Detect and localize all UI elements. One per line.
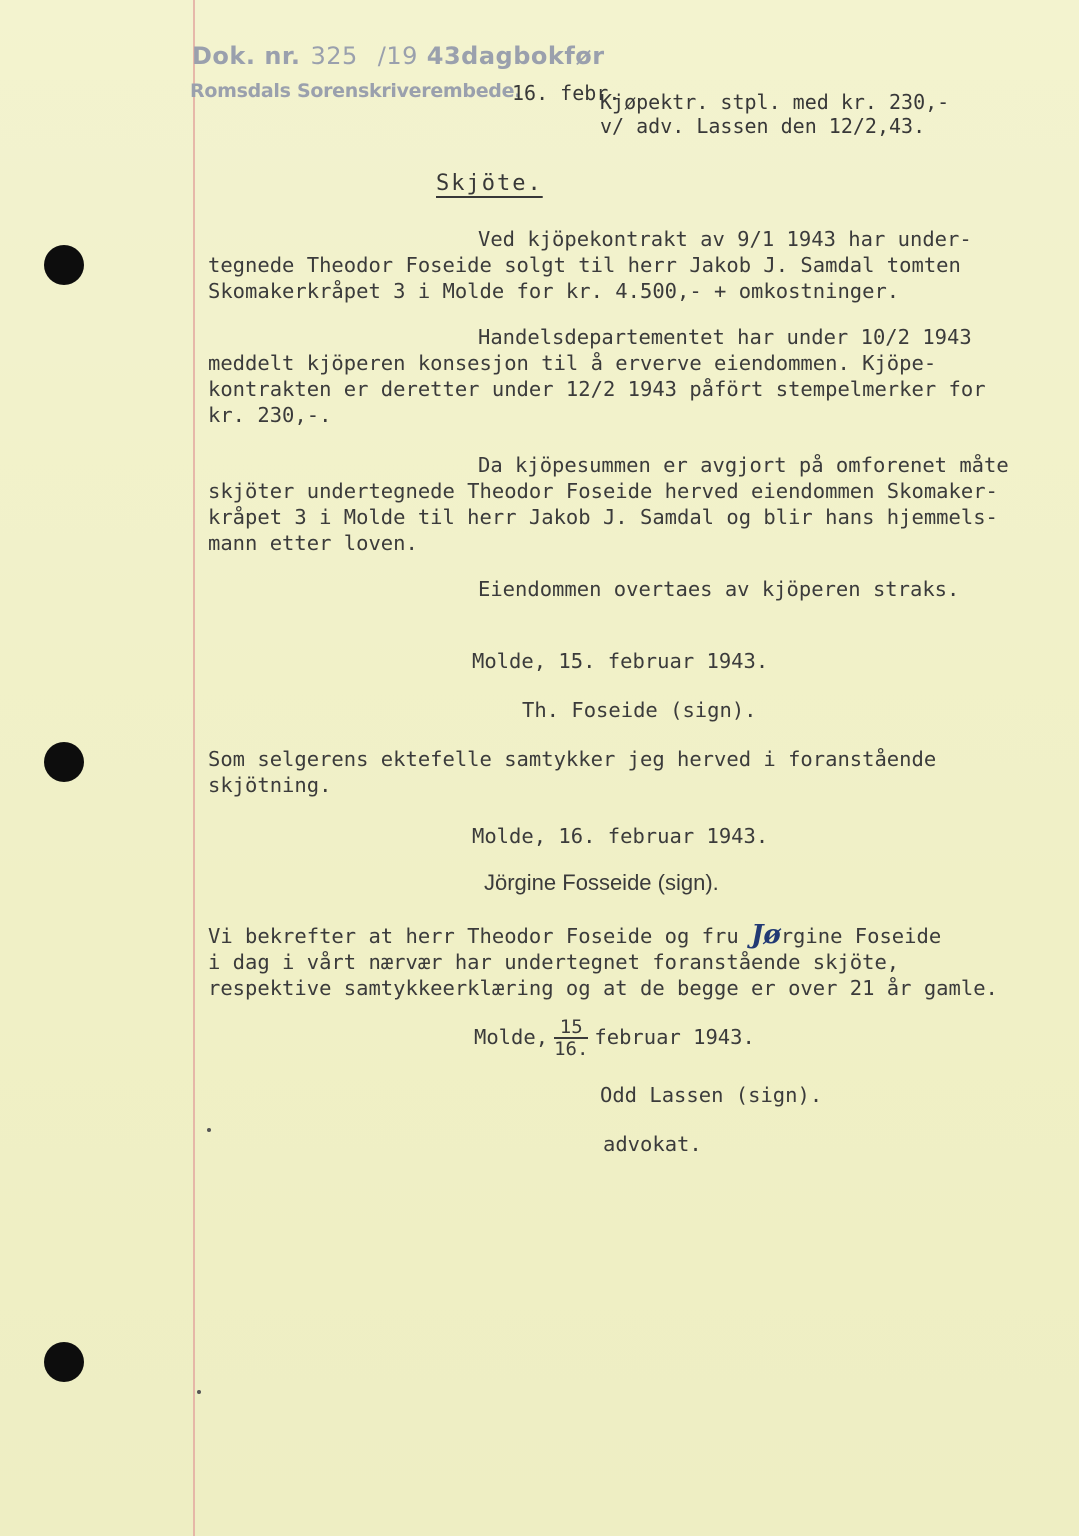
confirm-line: i dag i vårt nærvær har undertegnet foranstående skjöte, xyxy=(208,950,900,974)
paragraph-line: skjöter undertegnede Theodor Foseide herved eiendommen Skomaker- xyxy=(208,479,998,503)
confirm-line: respektive samtykkeerklæring og at de begge er over 21 år gamle. xyxy=(208,976,998,1000)
confirm-text: rgine Foseide xyxy=(780,924,942,948)
handwritten-correction: Jø xyxy=(751,920,781,950)
seller-signature: Th. Foseide (sign). xyxy=(522,698,757,722)
punch-hole-bottom xyxy=(44,1342,84,1382)
paragraph-line: Ved kjöpekontrakt av 9/1 1943 har under- xyxy=(478,227,972,251)
year-suffix: 43dagbokfør xyxy=(426,42,605,70)
dok-label: Dok. nr. xyxy=(192,42,301,70)
document-title: Skjöte. xyxy=(436,171,543,196)
lawyer-signature: Odd Lassen (sign). xyxy=(600,1083,823,1107)
punch-hole-middle xyxy=(44,742,84,782)
margin-line xyxy=(193,0,195,1536)
date-text: februar 1943. xyxy=(594,1025,755,1049)
spouse-consent xyxy=(208,746,936,798)
consent-line: skjötning. xyxy=(208,773,332,797)
year-label: /19 xyxy=(377,42,418,70)
stamp-date: 16. febr. xyxy=(512,81,621,105)
paragraph-line: tegnede Theodor Foseide solgt til herr Jakob J. Samdal tomten xyxy=(208,253,961,277)
takeover-line: Eiendommen overtaes av kjöperen straks. xyxy=(478,577,960,601)
paragraph-conveyance xyxy=(208,452,1028,556)
place-date-spouse: Molde, 16. februar 1943. xyxy=(472,824,769,848)
dok-number: 325 xyxy=(310,42,358,70)
office-stamp: Romsdals Sorenskriverembede. xyxy=(190,80,522,102)
paragraph-line: Da kjöpesummen er avgjort på omforenet måte xyxy=(478,453,1009,477)
fraction-denominator: 16. xyxy=(554,1038,589,1060)
stamp-note-line-1: Kjøpektr. stpl. med kr. 230,- xyxy=(600,90,950,114)
spouse-signature: Jörgine Fosseide (sign). xyxy=(484,870,719,895)
ink-speck xyxy=(197,1390,201,1394)
consent-line: Som selgerens ektefelle samtykker jeg herved i foranstående xyxy=(208,747,937,771)
confirm-text: Vi bekrefter at herr Theodor Foseide og fru xyxy=(208,924,752,948)
paragraph-line: kontrakten er deretter under 12/2 1943 påfört stempelmerker for xyxy=(208,377,986,401)
paragraph-line: kr. 230,-. xyxy=(208,403,332,427)
registry-stamp xyxy=(192,42,605,70)
punch-hole-top xyxy=(44,245,84,285)
paragraph-line: Handelsdepartementet har under 10/2 1943 xyxy=(478,325,972,349)
paragraph-line: Skomakerkråpet 3 i Molde for kr. 4.500,- + omkostninger. xyxy=(208,279,900,303)
date-fraction xyxy=(554,1017,588,1059)
witness-confirmation xyxy=(208,922,998,1001)
place-date-seller: Molde, 15. februar 1943. xyxy=(472,649,769,673)
fraction-numerator: 15 xyxy=(554,1017,588,1039)
paragraph-line: meddelt kjöperen konsesjon til å erverve eiendommen. Kjöpe- xyxy=(208,351,937,375)
paragraph-line: mann etter loven. xyxy=(208,531,418,555)
stamp-note-line-2: v/ adv. Lassen den 12/2,43. xyxy=(600,114,926,138)
place-date-witness xyxy=(474,1017,755,1059)
paragraph-contract xyxy=(208,226,1028,304)
lawyer-title: advokat. xyxy=(603,1132,702,1156)
place-label: Molde, xyxy=(474,1025,549,1049)
paragraph-line: kråpet 3 i Molde til herr Jakob J. Samdal og blir hans hjemmels- xyxy=(208,505,998,529)
ink-speck xyxy=(207,1128,211,1132)
confirm-line xyxy=(208,922,998,949)
paragraph-concession xyxy=(208,324,1028,428)
